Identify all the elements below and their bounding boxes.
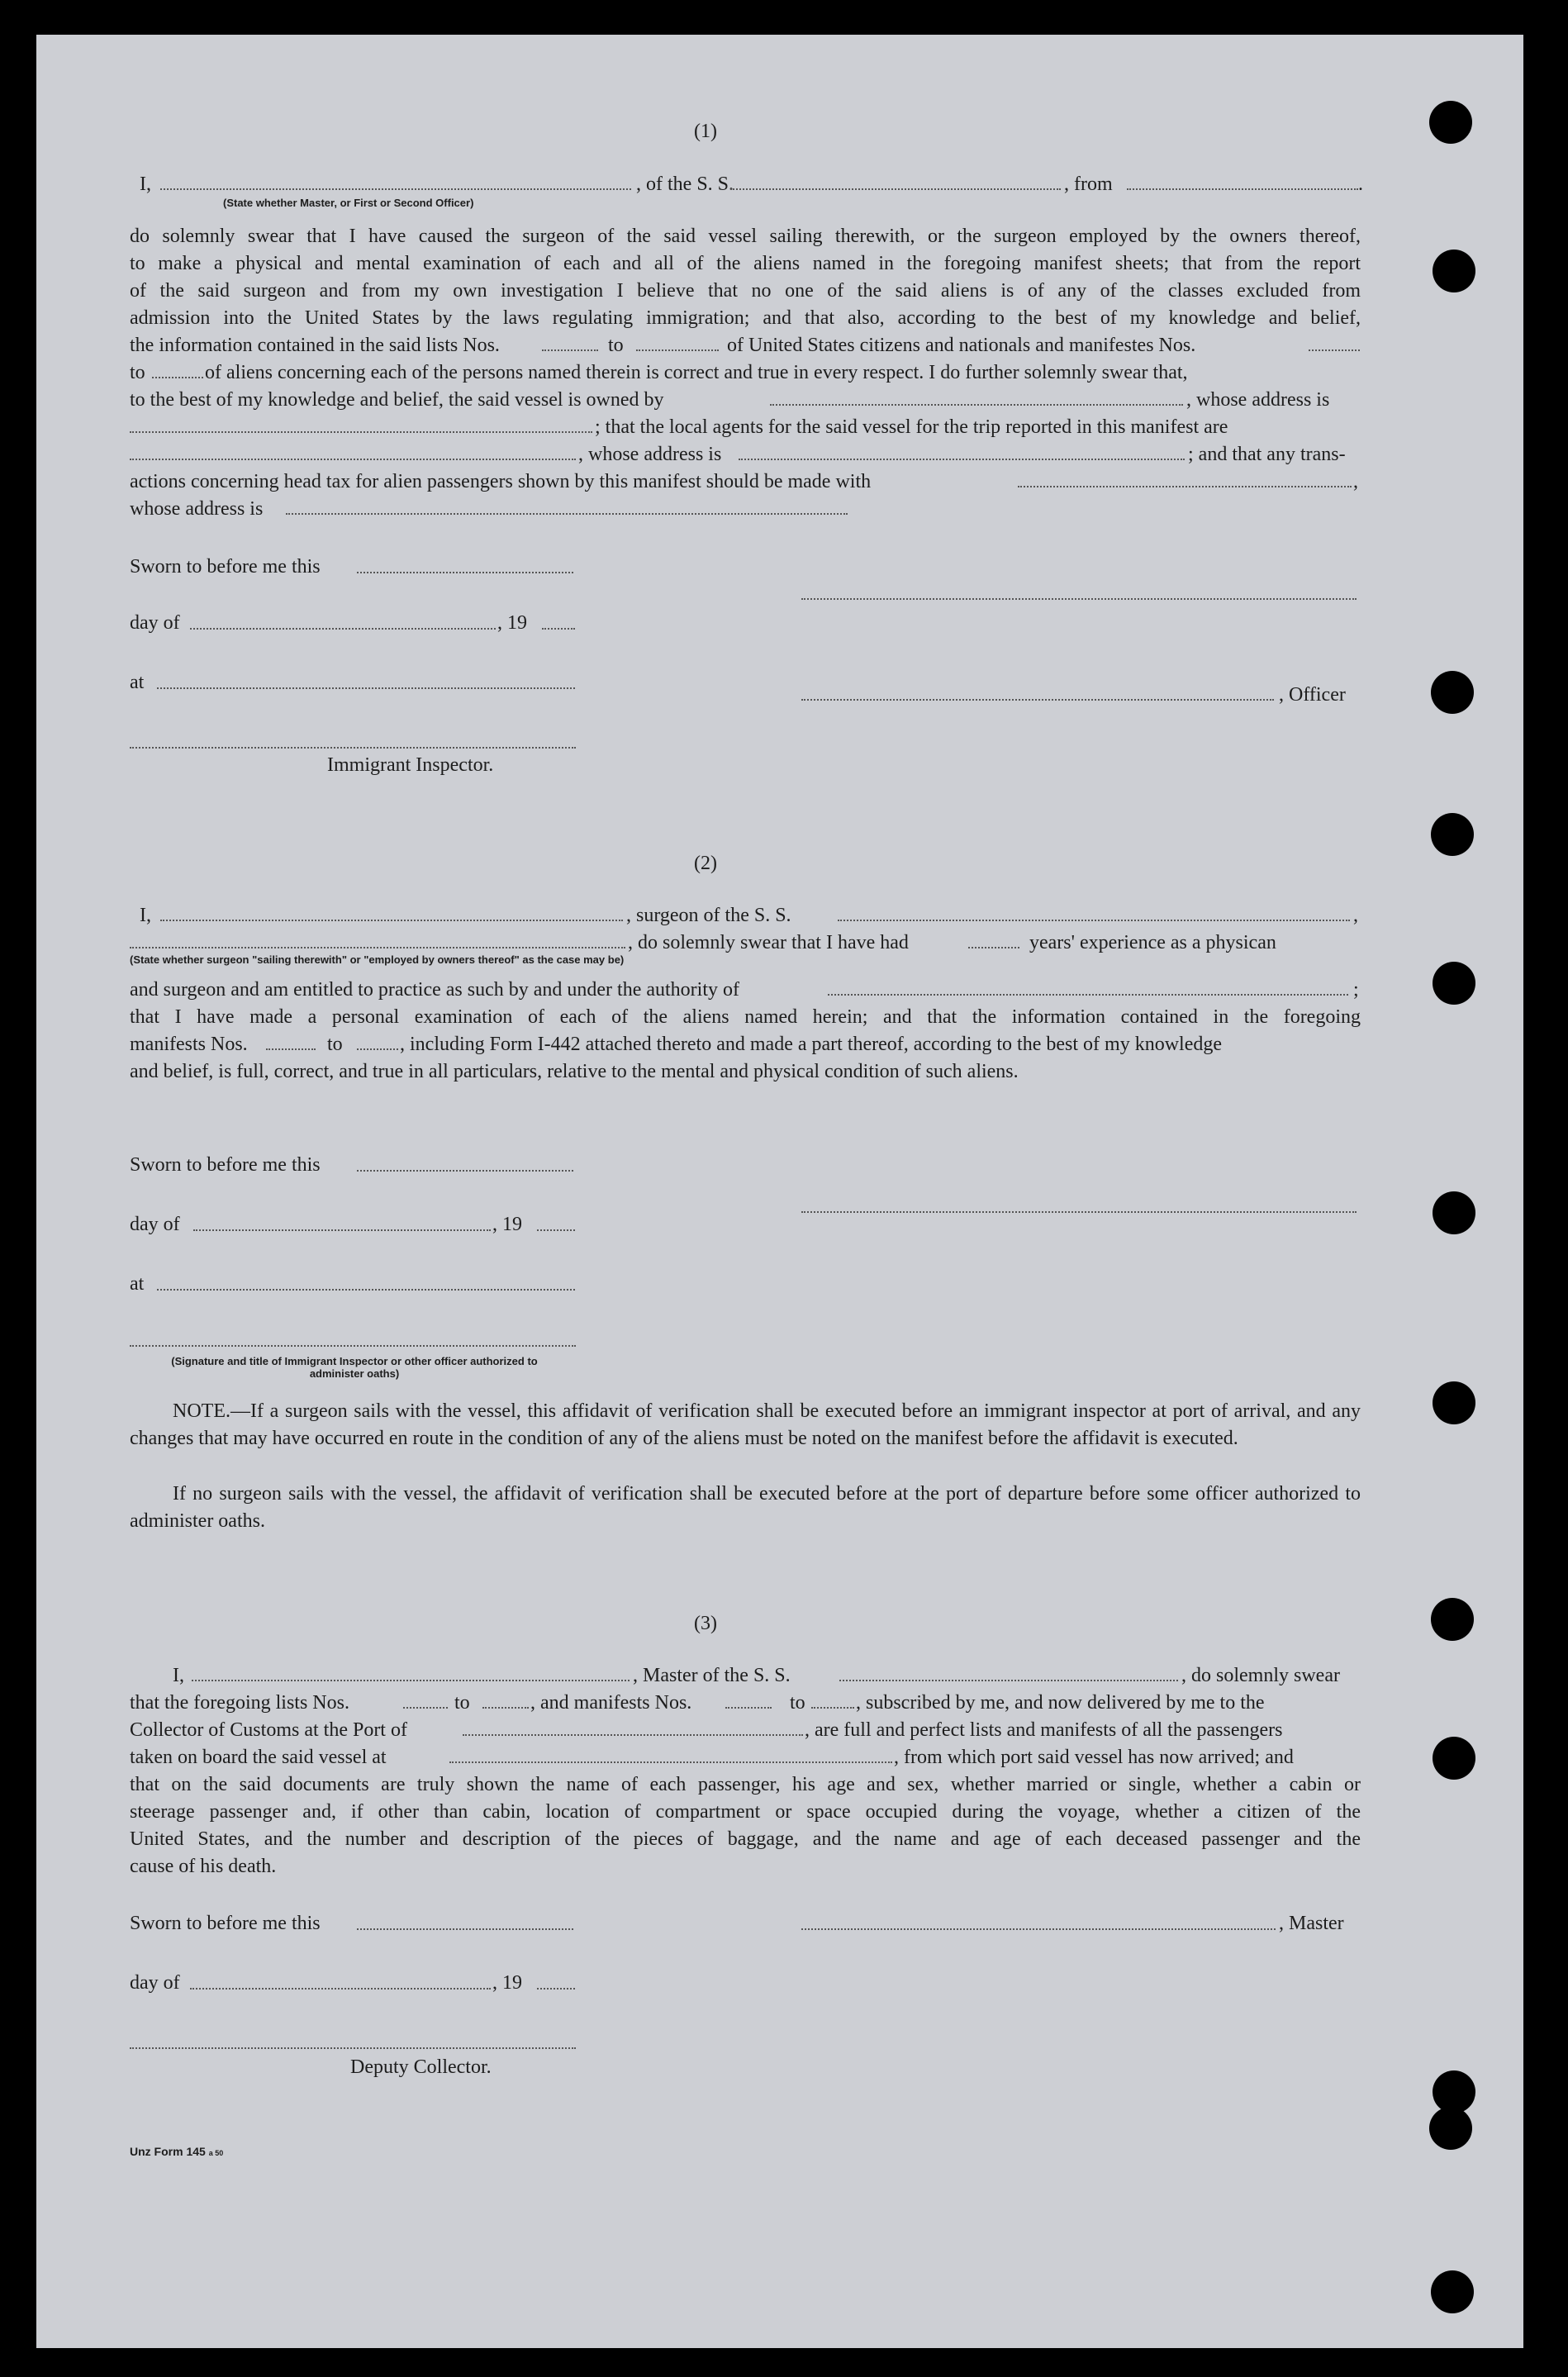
head-tax-address-field <box>286 513 848 515</box>
year-field <box>537 1229 575 1231</box>
master-sign-line <box>801 1928 1276 1930</box>
body-text: to <box>790 1692 805 1714</box>
year-field <box>542 628 575 630</box>
body-text: , <box>1353 471 1358 492</box>
field-label: , Master of the S. S. <box>633 1665 791 1686</box>
agents-address-field <box>739 459 1185 460</box>
at-label: at <box>130 1273 145 1295</box>
sworn-label: Sworn to before me this <box>130 1913 321 1934</box>
years-field <box>968 947 1019 948</box>
punch-hole <box>1433 962 1475 1005</box>
field-label: I, <box>140 905 151 926</box>
at-label: at <box>130 672 145 693</box>
note-paragraph: NOTE.—If a surgeon sails with the vessel, this affidavit of verification shall be executed before an immigrant inspector at port of arrival, and any changes that may have occurred en route in the condition of any of the aliens must be noted on the manifest before the affidavit is executed. <box>130 1400 1361 1449</box>
day-field <box>193 1229 491 1231</box>
ship-field <box>730 188 1061 190</box>
body-text: the information contained in the said lists Nos. <box>130 335 500 356</box>
sworn-label: Sworn to before me this <box>130 1154 321 1176</box>
body-text: to <box>454 1692 470 1714</box>
body-text: cause of his death. <box>130 1856 277 1877</box>
ship-field <box>838 920 1350 921</box>
body-text: to the best of my knowledge and belief, the said vessel is owned by <box>130 389 664 411</box>
year-label: , 19 <box>492 1972 522 1994</box>
authority-field <box>828 994 1348 996</box>
year-label: , 19 <box>497 612 527 634</box>
list-to-field <box>636 349 719 351</box>
manifest-to-field <box>357 1048 398 1050</box>
name-field <box>160 188 631 190</box>
body-text: and belief, is full, correct, and true in all particulars, relative to the mental and physical condition of such aliens. <box>130 1061 1019 1082</box>
sworn-field <box>357 1170 573 1172</box>
body-text: whose address is <box>130 498 264 520</box>
punch-hole <box>1429 2107 1472 2150</box>
form-label: Unz Form 145 <box>130 2145 206 2158</box>
body-text: manifests Nos. <box>130 1034 248 1055</box>
field-note: (State whether Master, or First or Second Officer) <box>223 197 474 209</box>
body-text: of aliens concerning each of the persons named therein is correct and true in every respect. I do further solemnly swear that, <box>205 362 1188 383</box>
body-text: , from which port said vessel has now arrived; and <box>894 1747 1294 1768</box>
body-line: do solemnly swear that I have caused the surgeon of the said vessel sailing therewith, or the surgeon employed by the owners thereof, <box>130 226 1361 247</box>
body-line: admission into the United States by the laws regulating immigration; and that also, according to the best of my knowledge and belief, <box>130 307 1361 329</box>
note-paragraph: If no surgeon sails with the vessel, the affidavit of verification shall be executed before at the port of departure before some officer authorized to administer oaths. <box>130 1483 1361 1532</box>
master-name-field <box>192 1680 630 1681</box>
body-line: that on the said documents are truly shown the name of each passenger, his age and sex, whether married or single, whether a cabin or <box>130 1774 1361 1795</box>
manifest-from-field <box>1309 349 1360 351</box>
punch-hole <box>1431 671 1474 714</box>
field-label: , of the S. S. <box>636 174 734 195</box>
list-from-field <box>542 349 598 351</box>
body-text: , including Form I-442 attached thereto and made a part thereof, according to the best of my knowledge <box>400 1034 1223 1055</box>
field-label: , <box>1353 905 1358 926</box>
field-label: years' experience as a physican <box>1029 932 1276 953</box>
body-text: , and manifests Nos. <box>530 1692 692 1714</box>
section-number: (3) <box>694 1613 717 1634</box>
signature-line <box>801 1211 1357 1213</box>
collector-label: Deputy Collector. <box>350 2056 492 2078</box>
section-number: (2) <box>694 853 717 874</box>
document-page <box>36 35 1523 2348</box>
body-text: to <box>327 1034 343 1055</box>
body-line: United States, and the number and description of the pieces of baggage, and the name and age of each deceased passenger and the <box>130 1828 1361 1850</box>
sworn-field <box>357 572 573 573</box>
field-label: , from <box>1064 174 1113 195</box>
officer-label: , Officer <box>1279 684 1346 706</box>
section-number: (1) <box>694 121 717 142</box>
body-text: actions concerning head tax for alien passengers shown by this manifest should be made with <box>130 471 872 492</box>
body-text: , whose address is <box>578 444 722 465</box>
body-text: of United States citizens and nationals and manifestes Nos. <box>727 335 1196 356</box>
body-text: , are full and perfect lists and manifests of all the passengers <box>805 1719 1283 1741</box>
owner-field <box>770 404 1183 406</box>
body-line: to make a physical and mental examination of each and all of the aliens named in the foregoing manifest sheets; that from the report <box>130 253 1361 274</box>
day-label: day of <box>130 1214 180 1235</box>
field-label: , surgeon of the S. S. <box>626 905 791 926</box>
owner-address-field <box>130 431 592 433</box>
body-text: ; and that any trans- <box>1188 444 1346 465</box>
body-line: that I have made a personal examination of each of the aliens named herein; and that the information contained in the foregoing <box>130 1006 1361 1028</box>
body-text: , subscribed by me, and now delivered by me to the <box>856 1692 1265 1714</box>
punch-hole <box>1433 1381 1475 1424</box>
day-field <box>190 628 496 630</box>
field-note: (State whether surgeon "sailing therewith" or "employed by owners thereof" as the case may be) <box>130 953 625 966</box>
body-text: taken on board the said vessel at <box>130 1747 387 1768</box>
list-to-field <box>482 1707 529 1709</box>
surgeon-name-field <box>160 920 623 921</box>
field-label: , do solemnly swear that I have had <box>628 932 909 953</box>
head-tax-field <box>1018 486 1352 487</box>
day-label: day of <box>130 612 180 634</box>
body-text: Collector of Customs at the Port of <box>130 1719 407 1741</box>
form-suffix: a 50 <box>208 2149 224 2157</box>
master-label: , Master <box>1279 1913 1344 1934</box>
body-text: , whose address is <box>1186 389 1330 411</box>
manifest-to-field <box>811 1707 854 1709</box>
day-label: day of <box>130 1972 180 1994</box>
sworn-field <box>357 1928 573 1930</box>
year-field <box>537 1988 575 1990</box>
at-field <box>157 687 575 689</box>
body-text: to <box>608 335 624 356</box>
punch-hole <box>1431 1598 1474 1641</box>
signature-line <box>801 598 1357 600</box>
agents-field <box>130 459 576 460</box>
body-text: that the foregoing lists Nos. <box>130 1692 349 1714</box>
manifest-from-field <box>725 1707 772 1709</box>
boarding-port-field <box>449 1761 892 1763</box>
body-line: steerage passenger and, if other than cabin, location of compartment or space occupied during the voyage, whether a citizen of the <box>130 1801 1361 1823</box>
body-text: and surgeon and am entitled to practice as such by and under the authority of <box>130 979 739 1001</box>
form-number <box>130 2138 223 2167</box>
ship-field <box>839 1680 1178 1681</box>
punch-hole <box>1433 1737 1475 1780</box>
sworn-label: Sworn to before me this <box>130 556 321 578</box>
collector-sign-line <box>130 2047 576 2049</box>
at-field <box>157 1289 575 1291</box>
punch-hole <box>1433 250 1475 292</box>
body-text: ; <box>1353 979 1359 1001</box>
year-label: , 19 <box>492 1214 522 1235</box>
inspector-sign-line <box>130 1345 576 1347</box>
list-from-field <box>403 1707 448 1709</box>
body-line: of the said surgeon and from my own investigation I believe that no one of the said aliens is of any of the classes excluded from <box>130 280 1361 302</box>
punch-hole <box>1429 101 1472 144</box>
field-label: I, <box>173 1665 184 1686</box>
field-label: , do solemnly swear <box>1181 1665 1340 1686</box>
punch-hole <box>1433 1191 1475 1234</box>
body-text: to <box>130 362 145 383</box>
from-field <box>1127 188 1358 190</box>
body-text: ; that the local agents for the said vessel for the trip reported in this manifest are <box>595 416 1228 438</box>
officer-line <box>801 699 1274 701</box>
punch-hole <box>1431 2270 1474 2313</box>
manifest-to-field <box>152 377 203 378</box>
field-label: I, <box>140 174 151 195</box>
inspector-label: Immigrant Inspector. <box>327 754 494 776</box>
manifest-from-field <box>266 1048 316 1050</box>
surgeon-status-field <box>130 947 625 948</box>
inspector-sign-line <box>130 747 576 749</box>
port-field <box>463 1734 803 1736</box>
day-field <box>190 1988 491 1990</box>
punch-hole <box>1431 813 1474 856</box>
field-label: . <box>1358 174 1363 195</box>
signature-note: (Signature and title of Immigrant Inspector or other officer authorized to administer oaths) <box>171 1355 538 1380</box>
